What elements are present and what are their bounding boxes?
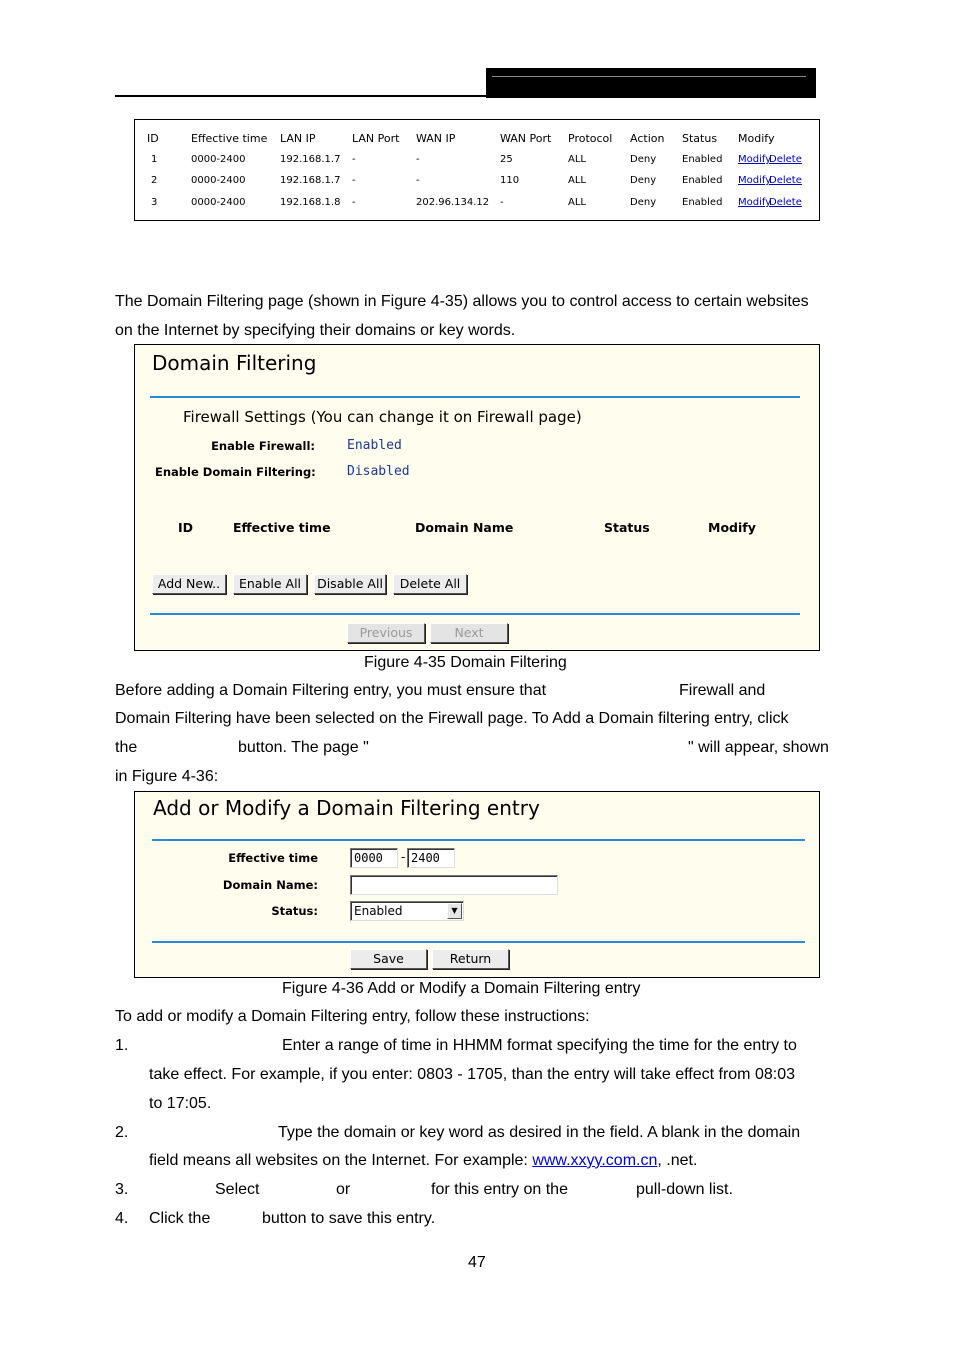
table-cell: - [416, 154, 420, 165]
table-cell: - [352, 175, 356, 186]
col-effective-time: Effective time [233, 520, 331, 535]
table-cell: Deny [630, 175, 657, 186]
delete-all-button[interactable]: Delete All [393, 574, 467, 594]
col-effective-time: Effective time [191, 132, 268, 145]
disable-all-button[interactable]: Disable All [314, 574, 386, 594]
table-cell: 202.96.134.12 [416, 197, 490, 208]
table-cell: Deny [630, 197, 657, 208]
step-1-text: take effect. For example, if you enter: 0803 - 1705, than the entry will take effect from 08:03 [149, 1066, 795, 1083]
effective-time-label: Effective time [228, 851, 318, 865]
previous-button[interactable]: Previous [347, 623, 425, 643]
firewall-settings-heading: Firewall Settings (You can change it on Firewall page) [183, 408, 582, 426]
middle-line-3a: the [115, 739, 138, 756]
step-4-text: Click the [149, 1210, 211, 1227]
step-number: 3. [115, 1181, 129, 1198]
table-cell: ALL [568, 154, 586, 165]
divider [152, 839, 805, 841]
delete-link[interactable]: Delete [769, 175, 802, 186]
step-2-text [149, 1146, 697, 1175]
col-id: ID [178, 520, 194, 535]
col-modify: Modify [708, 520, 756, 535]
step-2-text: Type the domain or key word as desired in the field. A blank in the domain [278, 1124, 801, 1141]
divider [150, 396, 800, 398]
chevron-down-icon[interactable]: ▼ [447, 903, 462, 919]
table-cell: 0000-2400 [191, 154, 246, 165]
col-protocol: Protocol [568, 132, 613, 145]
step-3-text: for this entry on the [431, 1181, 568, 1198]
status-label: Status: [271, 904, 318, 918]
step-number: 4. [115, 1210, 129, 1227]
example-link[interactable]: www.xxyy.com.cn [532, 1152, 658, 1169]
table-cell: ALL [568, 175, 586, 186]
rule-table [134, 119, 820, 221]
intro-line-1: The Domain Filtering page (shown in Figure 4-35) allows you to control access to certain websites [115, 293, 809, 310]
middle-line-2: Domain Filtering have been selected on the Firewall page. To Add a Domain filtering entry, click [115, 710, 789, 727]
status-select-value: Enabled [354, 904, 403, 918]
header-rule [115, 95, 486, 97]
table-cell: 1 [151, 154, 158, 165]
col-wan-port: WAN Port [500, 132, 552, 145]
step-number: 1. [115, 1037, 129, 1054]
table-cell: 192.168.1.8 [280, 197, 341, 208]
table-cell: 2 [151, 175, 158, 186]
col-action: Action [630, 132, 665, 145]
page-number: 47 [468, 1254, 486, 1271]
step-4-text: button to save this entry. [262, 1210, 436, 1227]
middle-line-1b: Firewall and [679, 682, 766, 699]
col-id: ID [147, 132, 159, 145]
step-3-text: Select [215, 1181, 260, 1198]
table-cell: 25 [500, 154, 513, 165]
table-cell: 192.168.1.7 [280, 154, 341, 165]
col-lan-ip: LAN IP [280, 132, 316, 145]
time-separator: - [401, 850, 406, 864]
step-3-text: pull-down list. [636, 1181, 733, 1198]
col-wan-ip: WAN IP [416, 132, 456, 145]
middle-line-3b: button. The page " [238, 739, 369, 756]
domain-filtering-panel [134, 344, 820, 651]
add-new-button[interactable]: Add New.. [152, 574, 226, 594]
enable-firewall-value: Enabled [347, 438, 402, 453]
col-status: Status [682, 132, 718, 145]
table-cell: 0000-2400 [191, 175, 246, 186]
step-2-tail: , .net. [657, 1152, 698, 1169]
table-cell: - [352, 197, 356, 208]
table-cell: Enabled [682, 154, 723, 165]
return-button[interactable]: Return [432, 949, 509, 969]
table-cell: - [500, 197, 504, 208]
domain-name-input[interactable] [350, 875, 558, 895]
enable-firewall-label: Enable Firewall: [211, 439, 315, 453]
save-button[interactable]: Save [350, 949, 427, 969]
enable-domain-filtering-value: Disabled [347, 464, 410, 479]
step-number: 2. [115, 1124, 129, 1141]
step-1-text: Enter a range of time in HHMM format specifying the time for the entry to [282, 1037, 797, 1054]
step-3-text: or [336, 1181, 351, 1198]
middle-line-3c: " will appear, shown [688, 739, 829, 756]
time-end-input[interactable]: 2400 [407, 848, 455, 868]
table-cell: - [352, 154, 356, 165]
divider [150, 613, 800, 615]
delete-link[interactable]: Delete [769, 197, 802, 208]
middle-line-1a: Before adding a Domain Filtering entry, you must ensure that [115, 682, 547, 699]
add-modify-panel [134, 791, 820, 978]
page-title: Add or Modify a Domain Filtering entry [153, 796, 540, 820]
table-cell: 192.168.1.7 [280, 175, 341, 186]
table-cell: 3 [151, 197, 158, 208]
time-start-input[interactable]: 0000 [350, 848, 398, 868]
delete-link[interactable]: Delete [769, 154, 802, 165]
middle-line-4: in Figure 4-36: [115, 768, 219, 785]
table-cell: Enabled [682, 175, 723, 186]
status-select[interactable] [350, 901, 464, 921]
page-title: Domain Filtering [152, 351, 317, 375]
col-modify: Modify [738, 132, 775, 145]
step-2-text-part: field means all websites on the Internet. For example: [149, 1152, 528, 1169]
domain-name-label: Domain Name: [222, 878, 318, 892]
step-1-text: to 17:05. [149, 1095, 212, 1112]
modify-link[interactable]: Modify [738, 175, 772, 186]
instructions-intro: To add or modify a Domain Filtering entry, follow these instructions: [115, 1008, 590, 1025]
figure-caption: Figure 4-35 Domain Filtering [364, 654, 567, 671]
divider [152, 941, 805, 943]
table-cell: 110 [500, 175, 520, 186]
table-cell: ALL [568, 197, 586, 208]
header-bar [486, 68, 816, 98]
modify-link[interactable]: Modify [738, 154, 772, 165]
table-cell: 0000-2400 [191, 197, 246, 208]
enable-domain-filtering-label: Enable Domain Filtering: [155, 465, 316, 479]
table-cell: - [416, 175, 420, 186]
table-cell: Enabled [682, 197, 723, 208]
intro-line-2: on the Internet by specifying their domains or key words. [115, 322, 516, 339]
next-button[interactable]: Next [430, 623, 508, 643]
table-cell: Deny [630, 154, 657, 165]
col-domain-name: Domain Name [415, 520, 514, 535]
modify-link[interactable]: Modify [738, 197, 772, 208]
figure-caption: Figure 4-36 Add or Modify a Domain Filtering entry [282, 980, 641, 997]
col-status: Status [604, 520, 650, 535]
col-lan-port: LAN Port [352, 132, 400, 145]
enable-all-button[interactable]: Enable All [233, 574, 307, 594]
